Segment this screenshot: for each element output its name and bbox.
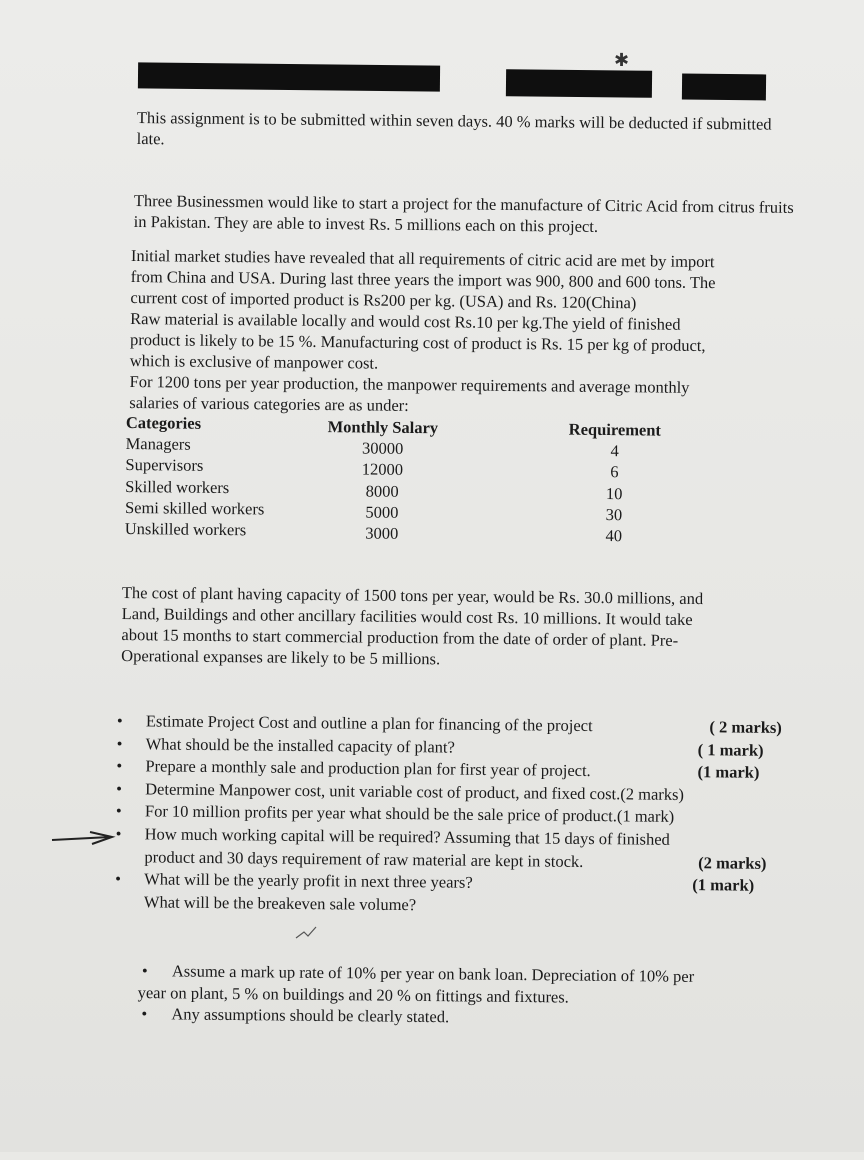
pen-tick-icon xyxy=(294,924,318,942)
notes-block xyxy=(137,960,798,1031)
plant-line: The cost of plant having capacity of 1500 tons per year, would be Rs. 30.0 millions, and xyxy=(121,582,704,609)
plant-cost-paragraph xyxy=(121,582,802,673)
table-cell: 10 xyxy=(605,483,623,503)
question-text: Estimate Project Cost and outline a plan for financing of the project xyxy=(145,711,593,736)
question-text: Determine Manpower cost, unit variable cost of product, and fixed cost.(2 marks) xyxy=(145,779,685,804)
note-assumption-1-line-2: year on plant, 5 % on buildings and 20 % on fittings and fixtures. xyxy=(137,982,569,1007)
p2-line: Initial market studies have revealed that all requirements of citric acid are met by import xyxy=(130,245,715,272)
question-marks: (1 mark) xyxy=(697,762,760,782)
plant-line: Land, Buildings and other ancillary facilities would cost Rs. 10 millions. It would take xyxy=(121,603,693,629)
question-marks: ( 1 mark) xyxy=(697,739,764,760)
requirement-header: Requirement xyxy=(568,419,662,440)
bullet-icon: • xyxy=(115,869,122,889)
table-cell: 12000 xyxy=(361,459,404,480)
p2-line: from China and USA. During last three years the import was 900, 800 and 600 tons. The xyxy=(130,266,716,293)
plant-line: Operational expanses are likely to be 5 millions. xyxy=(121,645,441,669)
monthly-salary-column xyxy=(317,416,448,545)
submission-deadline-text: This assignment is to be submitted within seven days. 40 % marks will be deducted if submitted late. xyxy=(136,108,772,148)
bullet-icon: • xyxy=(116,711,123,731)
p2-line: product is likely to be 15 %. Manufacturing cost of product is Rs. 15 per kg of product, xyxy=(129,329,706,356)
question-marks: (1 mark) xyxy=(692,875,755,895)
bullet-icon: • xyxy=(116,733,123,753)
question-text: What will be the breakeven sale volume? xyxy=(143,892,417,914)
p2-line: Raw material is available locally and would cost Rs.10 per kg.The yield of finished xyxy=(130,308,681,334)
question-text: For 10 million profits per year what should be the sale price of product.(1 mark) xyxy=(144,801,675,827)
question-text: What should be the installed capacity of plant? xyxy=(145,733,456,757)
bullet-icon: • xyxy=(141,961,148,981)
plant-line: about 15 months to start commercial production from the date of order of plant. Pre- xyxy=(121,624,679,650)
monthly-salary-header: Monthly Salary xyxy=(327,417,439,438)
categories-header: Categories xyxy=(125,413,202,433)
handwritten-arrow-icon xyxy=(50,826,120,850)
table-cell: Supervisors xyxy=(125,455,204,476)
p2-line: current cost of imported product is Rs200 per kg. (USA) and Rs. 120(China) xyxy=(130,287,637,313)
question-marks: (2 marks) xyxy=(698,852,767,873)
table-cell: 5000 xyxy=(365,502,399,522)
table-cell: 3000 xyxy=(365,523,399,543)
table-cell: Skilled workers xyxy=(125,476,230,497)
question-text: Prepare a monthly sale and production plan for first year of project. xyxy=(145,756,591,781)
note-text: Assume a mark up rate of 10% per year on bank loan. Depreciation of 10% per xyxy=(171,961,695,986)
table-cell: 30 xyxy=(605,504,623,525)
table-cell: Semi skilled workers xyxy=(124,497,265,519)
scenario-paragraph-1: Three Businessmen would like to start a project for the manufacture of Citric Acid from citrus fruits in Pakistan. They are able to invest Rs. 5 millions each on this project. xyxy=(133,190,794,236)
table-cell: 6 xyxy=(610,462,619,482)
question-text: product and 30 days requirement of raw material are kept in stock. xyxy=(144,846,584,871)
bullet-icon: • xyxy=(116,756,123,776)
bullet-icon: • xyxy=(115,801,122,821)
p2-line: which is exclusive of manpower cost. xyxy=(129,350,379,373)
table-cell: 30000 xyxy=(361,438,404,459)
star-scribble-icon: ✱ xyxy=(614,50,630,70)
p2-line: salaries of various categories are as under: xyxy=(129,392,409,415)
bullet-icon: • xyxy=(116,778,123,798)
bullet-icon: • xyxy=(115,824,122,844)
table-cell: Unskilled workers xyxy=(124,519,247,540)
note-text: Any assumptions should be clearly stated. xyxy=(171,1004,450,1027)
categories-column xyxy=(125,412,266,541)
questions-list xyxy=(110,710,782,920)
question-text: What will be the yearly profit in next three years? xyxy=(144,869,473,892)
bullet-icon: • xyxy=(141,1004,148,1024)
requirement-column xyxy=(559,419,670,547)
p2-line: For 1200 tons per year production, the manpower requirements and average monthly xyxy=(129,371,690,397)
table-cell: 8000 xyxy=(365,481,399,501)
question-marks: ( 2 marks) xyxy=(709,717,782,738)
table-cell: Managers xyxy=(125,434,191,454)
table-cell: 4 xyxy=(610,441,619,461)
question-text: How much working capital will be required? Assuming that 15 days of finished xyxy=(144,824,670,849)
table-cell: 40 xyxy=(605,526,623,546)
